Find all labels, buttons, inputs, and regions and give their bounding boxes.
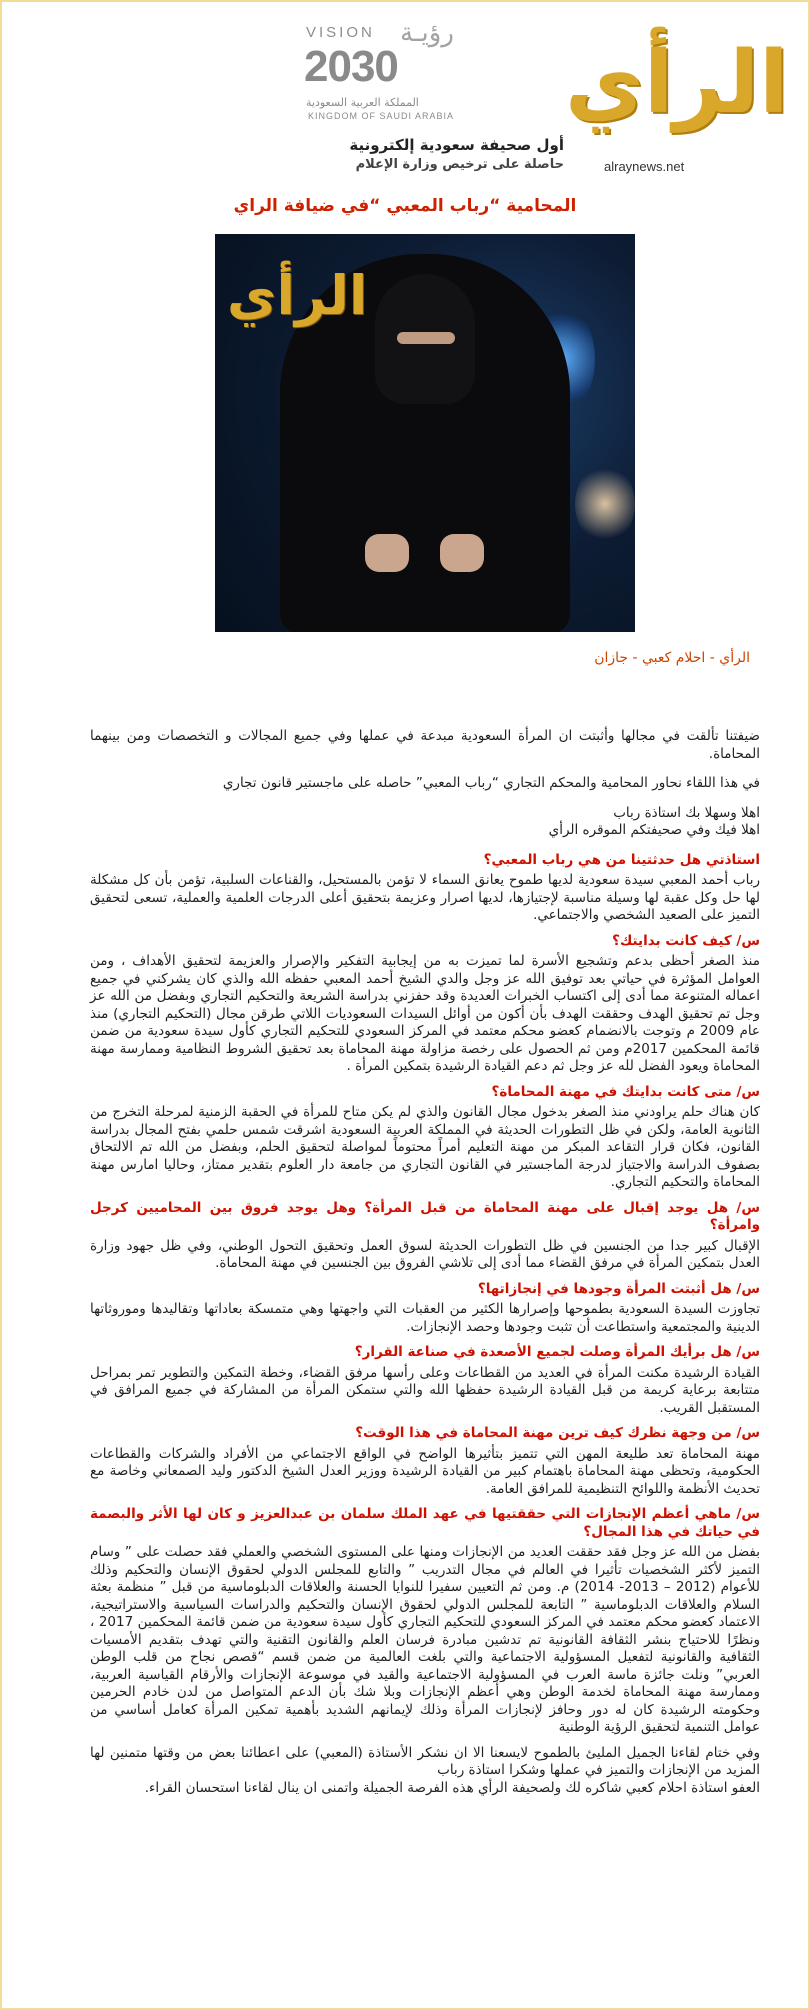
question: س/ من وجهة نظرك كيف ترين مهنة المحاماة في هذا الوقت؟ — [355, 1425, 760, 1441]
hand — [365, 534, 409, 572]
article-photo — [215, 234, 635, 632]
greeting-line: اهلا وسهلا بك استاذة رباب — [613, 804, 760, 821]
question: س/ هل برأيك المرأة وصلت لجميع الأصعدة في صناعة القرار؟ — [354, 1344, 760, 1360]
kingdom-arabic: المملكة العربية السعودية — [306, 96, 419, 109]
answer: كان هناك حلم يراودني منذ الصغر بدخول مجال القانون والذي لم يكن متاح للمرأة في الحقبة الزمنية لمرحلة التخرج من الثانوية العامة، ولكن في ظل التطورات الحديثة في المملكة العربية السعودية اشرقت شمس حلمي بفتح المجال بدراسة القانون، فكان قرار التقاعد المبكر من مهنة التعليم أمراً محتوماً لمواصلة لتحقيق الحلم، وبفضل من الله تم الالتحاق بصفوف الدراسة والاجتياز لدرجة الماجستير في القانون التجاري من جامعة دار العلوم بتقدير ممتاز، وحاليا امارس مهنة المحاماة والتحكيم التجاري. — [90, 1104, 760, 1190]
answer: الإقبال كبير جدا من الجنسين في ظل التطورات الحديثة لسوق العمل وتحقيق التحول الوطني، وفي ظل جهود وزارة العدل بتمكين المرأة في مرفق القضاء مما أدى إلى تلاشي الفروق بين الجنسين في مهنة المحاماة. — [90, 1237, 760, 1271]
hand — [440, 534, 484, 572]
answer: مهنة المحاماة تعد طليعة المهن التي تتميز بتأثيرها الواضح في الواقع الاجتماعي من الأفراد والشركات والقطاعات الحكومية، وتحظى مهنة المحاماة باهتمام كبير من القيادة الرشيدة ووزير العدل الشيخ الدكتور وليد الصمعاني وخاصة مع تحديث الأنظمة واللوائح التنظيمية للمرافق العامة. — [90, 1445, 760, 1497]
answer: القيادة الرشيدة مكنت المرأة في العديد من القطاعات وعلى رأسها مرفق القضاء، وخطة التمكين والتطوير تمر بمراحل متتابعة برعاية كريمة من قبل القيادة الرشيدة حفظها الله والتي ستمكن المرأة من المشاركة في جميع المرافق في المستقبل القريب. — [90, 1364, 760, 1416]
answer: رباب أحمد المعبي سيدة سعودية لديها طموح يعانق السماء لا تؤمن بالمستحيل، والقناعات السلبية، تؤمن بأن كل مشكلة لها حل وكل عقبة لها وسيلة مناسبة لإجتيازها، لديها اصرار وعزيمة بتحقيق أعلى الدرجات العلمية والعملية، تسعى لتحقيق التميز على الصعيد الشخصي والاجتماعي. — [90, 872, 760, 923]
vision-label: VISION — [306, 24, 375, 41]
question: س/ هل يوجد إقبال على مهنة المحاماة من قبل المرأة؟ وهل يوجد فروق بين المحاميين كرجل وامرأة؟ — [90, 1199, 760, 1233]
site-header — [0, 0, 810, 180]
answer: تجاوزت السيدة السعودية بطموحها وإصرارها الكثير من العقبات التي واجهتها وهي متمسكة بعاداتها وتقاليدها وموروثاتها الدينية والمجتمعية واستطاعت أن تثبت وجودها وحصد الإنجازات. — [90, 1301, 760, 1335]
vision-year: 2030 — [304, 42, 398, 91]
question: س/ كيف كانت بدايتك؟ — [612, 932, 760, 949]
intro-paragraph: ضيفتنا تألقت في مجالها وأثبتت ان المرأة السعودية مبدعة في عملها وفي جميع المجالات و التخصصات ومن بينهما المحاماة. — [90, 728, 760, 762]
kingdom-english: KINGDOM OF SAUDI ARABIA — [308, 111, 455, 121]
vision-arabic: رؤيـة — [400, 18, 454, 48]
site-url[interactable]: alraynews.net — [604, 159, 685, 174]
question: س/ هل أثبتت المرأة وجودها في إنجازاتها؟ — [477, 1280, 760, 1297]
site-tagline: أول صحيفة سعودية إلكترونية — [349, 136, 564, 154]
closing-paragraph: العفو استاذة احلام كعبي شاكره لك ولصحيفة الرأي هذه الفرصة الجميلة واتمنى ان ينال لقاءنا استحسان القراء. — [144, 1779, 760, 1796]
vision-2030-logo — [300, 18, 480, 124]
photo-watermark-logo: الرأي — [227, 264, 368, 327]
question: س/ متى كانت بدايتك في مهنة المحاماة؟ — [491, 1083, 760, 1100]
closing-paragraph: وفي ختام لقاءنا الجميل المليئ بالطموح لايسعنا الا ان نشكر الأستاذة (المعبي) على اعطائنا بعض من وقتها متمنين لها المزيد من الإنجازات والتميز في عملها وشكرا استاذة رباب — [90, 1744, 760, 1778]
background-light — [575, 464, 635, 544]
question: استاذتي هل حدثتينا من هي رباب المعبي؟ — [483, 851, 760, 868]
article-body — [90, 728, 760, 1797]
answer: بفضل من الله عز وجل فقد حققت العديد من الإنجازات ومنها على المستوى الشخصي والعملي فقد حصلت على ” وسام التميز لأكثر الشخصيات تأثيرا في العالم في مجال التدريب ” والتابع للمجلس الدولي لحقوق الإنسان والتحكيم وذلك للأعوام (2012 – 2013- 2014) م. ومن ثم التعيين سفيرا للنوايا الحسنة والعلاقات الدبلوماسية من قبل ” منظمة بعثة السلام والعلاقات الدبلوماسية ” التابعة للمجلس الدولي لحقوق الإنسان والتحكيم والدراسات السياسية والاستراتيجية، الاعتماد كعضو محكم معتمد في المركز السعودي للتحكيم التجاري كأول سيدة سعودية من ضمن قائمة المحكمين 2017 ، ونظرًا للاحتياج بنشر الثقافة القانونية تم تدشين مبادرة فرسان العلم والقانون التقنية والتي تهدف بتقديم الأمسيات الثقافية والقانونية لتفعيل المسؤولية الاجتماعية والتي بلغت العالمية من ضمن قسم “قصص نجاح من قلب الوطن العربي” ونلت جائزة ماسة العرب في المسؤولية الاجتماعية والقيد في موسوعة الإنجازات والأرقام القياسية العربية، وممارسة مهنة المحاماة لخدمة الوطن وهي أعظم الإنجازات وبلا شك بأن الدعم المتواصل من لدن خادم الحرمين وحكومته الرشيدة كان له دور وحافز لإنجازات المرأة وذلك لإيمانهم الشديد بأهمية تمكين المرأة كعامل أساسي من عوامل التنمية لتحقيق الرؤية الوطنية — [90, 1544, 761, 1735]
eyes — [397, 332, 455, 344]
answer: منذ الصغر أحظى بدعم وتشجيع الأسرة لما تميزت به من إيجابية التفكير والإصرار والعزيمة لتحقيق الأهداف ، ومن العوامل المؤثرة في حياتي بعد توفيق الله عز وجل والدي الشيخ أحمد المعبي حفظه الله والذي كان يشركني في جميع اعماله المتنوعة مما أدى إلى اكتساب الخبرات العديدة وقد حفزني بدراسة الشريعة والتحكيم التجاري وبفضل من الله عز وجل تم تحقيق الهدف وحققت الهدف بأن أكون من أوائل السيدات السعوديات اللاتي طرقن مجال (التحكيم التجاري) منذ عام 2009 م وتوجت بالانضمام كعضو محكم معتمد في المركز السعودي للتحكيم التجاري كأول سيدة سعودية من ضمن قائمة المحكمين 2017م ومن ثم الحصول على رخصة مزاولة مهنة المحاماة بعد تحقيق الشروط النظامية وممارسة مهنة المحاماة ويعود الفضل لله عز وجل ثم دعم القيادة الرشيدة بتمكين المرأة . — [90, 953, 760, 1074]
site-logo[interactable]: الرأي — [565, 33, 789, 133]
intro-paragraph: في هذا اللقاء نحاور المحامية والمحكم التجاري “رباب المعبي” حاصله على ماجستير قانون تجاري — [222, 775, 760, 791]
article-byline: الرأي - احلام كعبي - جازان — [594, 650, 750, 666]
question: س/ ماهي أعظم الإنجازات التي حققتيها في عهد الملك سلمان بن عبدالعزيز و كان لها الأثر والبصمة في حياتك في هذا المجال؟ — [90, 1506, 760, 1540]
license-tagline: حاصلة على ترخيص وزارة الإعلام — [355, 157, 564, 172]
article-title: المحامية “رباب المعبي “في ضيافة الراي — [233, 196, 577, 216]
greeting-line: اهلا فيك وفي صحيفتكم الموقره الرأي — [548, 822, 760, 838]
